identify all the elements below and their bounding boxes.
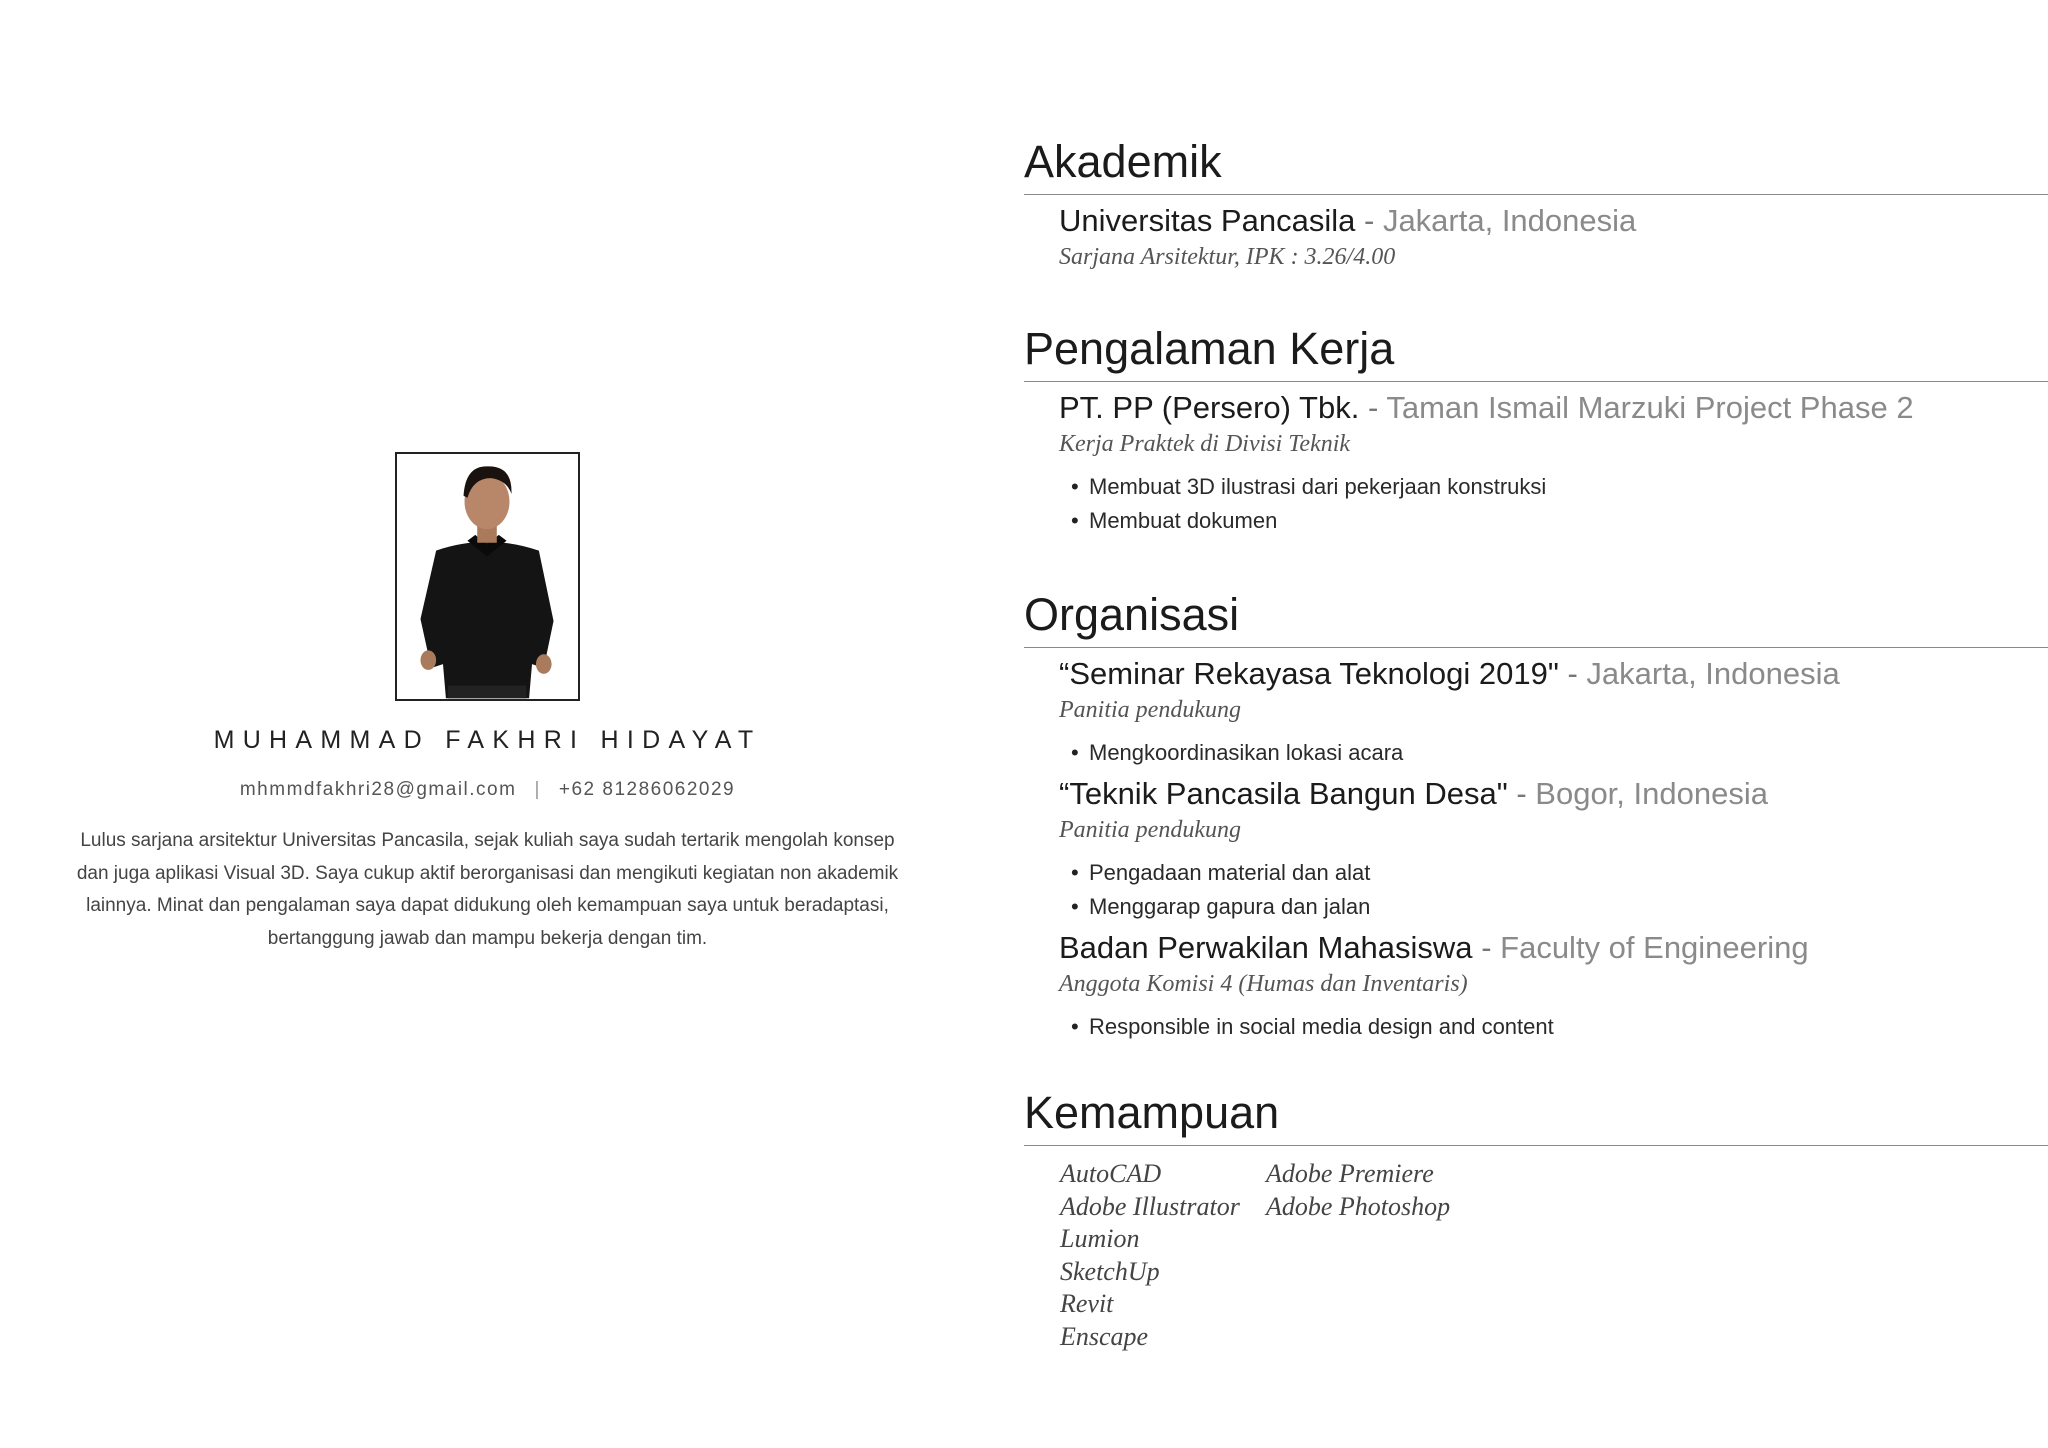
- entry-heading: [1059, 654, 2048, 694]
- bullet-item: • Menggarap gapura dan jalan: [1071, 890, 2048, 924]
- entry-universitas: [1059, 201, 2048, 273]
- skill-item: Adobe Premiere: [1266, 1159, 1434, 1188]
- bullet-item: • Membuat 3D ilustrasi dari pekerjaan konstruksi: [1071, 470, 2048, 504]
- entry-subtitle: Kerja Praktek di Divisi Teknik: [1059, 431, 1351, 457]
- entry-pt-pp: [1059, 388, 2048, 538]
- entry-heading: [1059, 201, 2048, 241]
- section-divider: [1024, 194, 2048, 195]
- skill-item: Adobe Illustrator: [1060, 1191, 1240, 1221]
- full-name: MUHAMMAD FAKHRI HIDAYAT: [213, 726, 762, 754]
- entry-name: Badan Perwakilan Mahasiswa: [1059, 930, 1473, 965]
- bullet-item: • Pengadaan material dan alat: [1071, 856, 2048, 890]
- entry-dash: -: [1516, 776, 1527, 811]
- section-title: Organisasi: [1024, 589, 1240, 640]
- profile-panel: [60, 452, 915, 955]
- bullet-item: • Mengkoordinasikan lokasi acara: [1071, 736, 2048, 770]
- entry-dash: -: [1567, 656, 1578, 691]
- entry-bangun-desa: [1059, 774, 2048, 924]
- entry-heading: [1059, 928, 2048, 968]
- entry-subtitle: Anggota Komisi 4 (Humas dan Inventaris): [1059, 971, 1468, 997]
- entry-location: Faculty of Engineering: [1500, 930, 1809, 965]
- entry-location: Jakarta, Indonesia: [1586, 656, 1840, 691]
- entry-heading: [1059, 774, 2048, 814]
- skill-item: SketchUp: [1060, 1256, 1160, 1286]
- entry-bullets: [1059, 856, 2048, 924]
- section-kemampuan: [1024, 1085, 2048, 1354]
- skill-item: Lumion: [1060, 1224, 1140, 1254]
- entry-bullets: [1059, 1010, 2048, 1044]
- entry-name: “Teknik Pancasila Bangun Desa": [1059, 776, 1508, 811]
- bullet-item: • Membuat dokumen: [1071, 504, 2048, 538]
- entry-bpm: [1059, 928, 2048, 1044]
- phone-number[interactable]: +62 81286062029: [558, 779, 736, 800]
- entry-subtitle: Panitia pendukung: [1059, 697, 1241, 723]
- section-divider: [1024, 647, 2048, 648]
- section-pengalaman-kerja: [1024, 321, 2048, 538]
- skill-item: AutoCAD: [1060, 1159, 1162, 1188]
- entry-location: Taman Ismail Marzuki Project Phase 2: [1386, 390, 1914, 425]
- entry-subtitle: Sarjana Arsitektur, IPK : 3.26/4.00: [1059, 244, 1396, 270]
- skills-list: [1060, 1158, 2048, 1354]
- skill-item: Adobe Photoshop: [1266, 1191, 1451, 1221]
- contact-separator: |: [534, 779, 541, 800]
- entry-name: PT. PP (Persero) Tbk.: [1059, 390, 1360, 425]
- section-organisasi: [1024, 587, 2048, 1044]
- skills-column-2: [1266, 1158, 1450, 1354]
- entry-heading: [1059, 388, 2048, 428]
- entry-location: Bogor, Indonesia: [1535, 776, 1768, 811]
- entry-subtitle: Panitia pendukung: [1059, 817, 1241, 843]
- section-akademik: [1024, 134, 2048, 273]
- section-title: Akademik: [1024, 136, 1222, 187]
- entry-name: “Seminar Rekayasa Teknologi 2019": [1059, 656, 1559, 691]
- section-title: Pengalaman Kerja: [1024, 323, 1395, 374]
- skill-item: Revit: [1060, 1289, 1114, 1319]
- email-link[interactable]: mhmmdfakhri28@gmail.com: [239, 779, 517, 800]
- skill-item: Enscape: [1060, 1321, 1149, 1351]
- bullet-item: • Responsible in social media design and content: [1071, 1010, 2048, 1044]
- section-divider: [1024, 1145, 2048, 1146]
- section-title: Kemampuan: [1024, 1087, 1280, 1138]
- entry-dash: -: [1363, 203, 1375, 238]
- entry-bullets: [1059, 470, 2048, 538]
- entry-location: Jakarta, Indonesia: [1382, 203, 1637, 238]
- entry-seminar: [1059, 654, 2048, 770]
- person-photo-illustration: [397, 454, 578, 699]
- entry-bullets: [1059, 736, 2048, 770]
- entry-name: Universitas Pancasila: [1059, 203, 1356, 238]
- entry-dash: -: [1367, 390, 1379, 425]
- contact-line: [60, 777, 915, 803]
- bio-paragraph: Lulus sarjana arsitektur Universitas Pancasila, sejak kuliah saya sudah tertarik mengolah konsep dan juga aplikasi Visual 3D. Saya cukup aktif berorganisasi dan mengikuti kegiatan non akademik lainnya. Minat dan pengalaman saya dapat didukung oleh kemampuan saya untuk beradaptasi, bertanggung jawab dan mampu bekerja dengan tim.: [76, 830, 899, 949]
- entry-dash: -: [1481, 930, 1492, 965]
- profile-photo: [395, 452, 580, 701]
- section-divider: [1024, 381, 2048, 382]
- skills-column-1: [1060, 1158, 1266, 1354]
